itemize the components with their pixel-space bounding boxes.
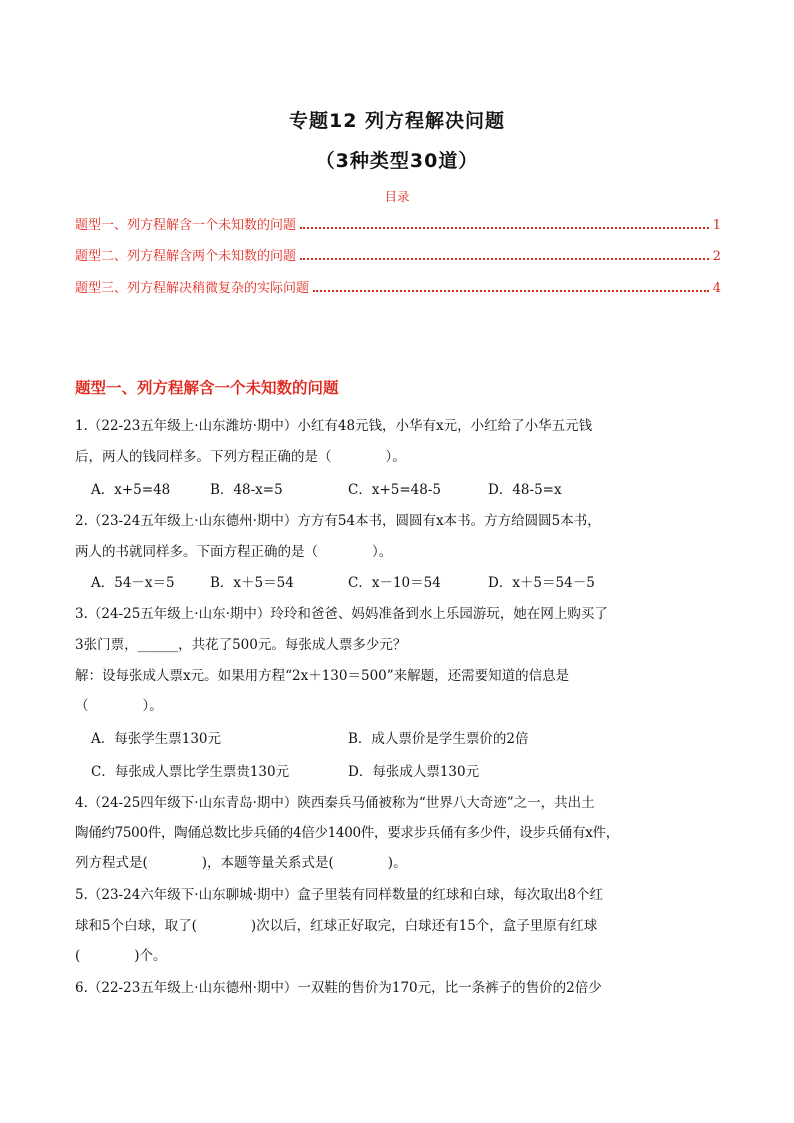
- question-1-option-b: B．48-x=5: [210, 482, 283, 498]
- document-subtitle: （3种类型30道）: [315, 150, 479, 172]
- question-3-line-4: （ ）。: [75, 698, 163, 714]
- toc-entry-title: 题型一、列方程解含一个未知数的问题: [75, 218, 297, 233]
- question-6-line-1: 6.（22-23五年级上·山东德州·期中）一双鞋的售价为170元，比一条裤子的售价的2倍少: [75, 980, 602, 996]
- question-3-option-a: A．每张学生票130元: [91, 731, 222, 747]
- question-2-option-d: D．x＋5＝54－5: [488, 575, 595, 591]
- question-2-option-b: B．x＋5＝54: [210, 575, 294, 591]
- toc-entry-title: 题型二、列方程解含两个未知数的问题: [75, 249, 297, 264]
- question-3-line-1: 3.（24-25五年级上·山东·期中）玲玲和爸爸、妈妈准备到水上乐园游玩，她在网上购买了: [75, 606, 608, 622]
- question-3-option-b: B．成人票价是学生票价的2倍: [348, 731, 529, 747]
- question-5-line-3: ( )个。: [75, 948, 167, 964]
- toc-leader-dots: [300, 258, 709, 260]
- question-1-option-d: D．48-5=x: [488, 482, 562, 498]
- toc-entry-1[interactable]: [75, 213, 721, 233]
- toc-entry-3[interactable]: [75, 276, 721, 296]
- toc-leader-dots: [300, 227, 709, 229]
- question-2-option-c: C．x－10＝54: [348, 575, 441, 591]
- question-4-line-1: 4.（24-25四年级下·山东青岛·期中）陕西秦兵马俑被称为“世界八大奇迹”之一，共出土: [75, 795, 595, 811]
- toc-leader-dots: [313, 290, 709, 292]
- document-title: 专题12 列方程解决问题: [288, 110, 506, 132]
- question-2-option-a: A．54－x＝5: [91, 575, 175, 591]
- question-1-option-a: A．x+5=48: [91, 482, 171, 498]
- question-1-option-c: C．x+5=48-5: [348, 482, 441, 498]
- toc-entry-title: 题型三、列方程解决稍微复杂的实际问题: [75, 281, 310, 296]
- question-5-line-1: 5.（23-24六年级下·山东聊城·期中）盒子里装有同样数量的红球和白球，每次取出8个红: [75, 887, 603, 903]
- question-1-line-1: 1.（22-23五年级上·山东潍坊·期中）小红有48元钱，小华有x元，小红给了小华五元钱: [75, 418, 593, 434]
- section-heading: 题型一、列方程解含一个未知数的问题: [75, 379, 339, 397]
- toc-heading: 目录: [384, 189, 410, 204]
- question-2-line-1: 2.（23-24五年级上·山东德州·期中）方方有54本书，圆圆有x本书。方方给圆圆5本书，: [75, 513, 601, 529]
- toc-entry-page: 1: [712, 218, 721, 233]
- question-3-line-2: 3张门票，______，共花了500元。每张成人票多少元？: [75, 637, 407, 653]
- question-3-line-3: 解：设每张成人票x元。如果用方程“2x＋130＝500”来解题，还需要知道的信息是: [75, 668, 570, 684]
- question-4-line-3: 列方程式是( )，本题等量关系式是( )。: [75, 855, 407, 871]
- toc-entry-page: 2: [712, 249, 721, 264]
- question-1-line-2: 后，两人的钱同样多。下列方程正确的是（ ）。: [75, 449, 406, 465]
- question-2-line-2: 两人的书就同样多。下面方程正确的是（ ）。: [75, 544, 393, 560]
- question-4-line-2: 陶俑约7500件，陶俑总数比步兵俑的4倍少1400件，要求步兵俑有多少件，设步兵俑有x件，: [75, 825, 619, 841]
- question-3-option-c: C．每张成人票比学生票贵130元: [91, 764, 290, 780]
- question-5-line-2: 球和5个白球，取了( )次以后，红球正好取完，白球还有15个，盒子里原有红球: [75, 918, 598, 934]
- toc-entry-2[interactable]: [75, 244, 721, 264]
- toc-entry-page: 4: [712, 281, 721, 296]
- question-3-option-d: D．每张成人票130元: [348, 764, 480, 780]
